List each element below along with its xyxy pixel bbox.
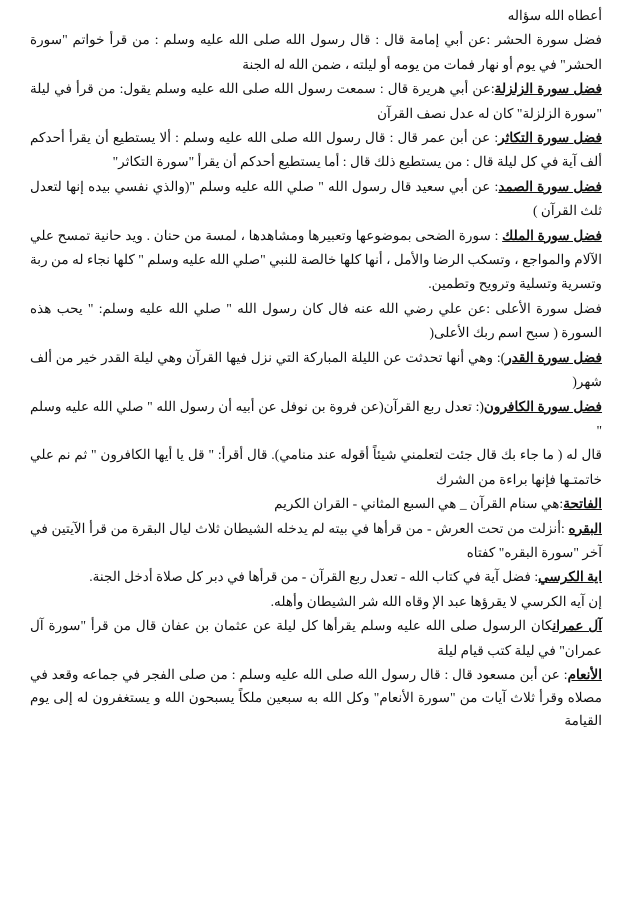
- anam-heading: الأنعام: [567, 666, 602, 682]
- qadr-paragraph: فضل سورة القدر): وهي أنها تحدثت عن الليلة المباركة التي نزل فيها القرآن وهي ليلة القدر خير من ألف شهر(: [30, 349, 602, 390]
- samad-heading: فضل سورة الصمد: [498, 178, 602, 194]
- takathur-paragraph: فضل سورة التكاثر: عن أبن عمر قال : قال رسول الله صلى الله عليه وسلم : ألا يستطيع أن يقرأ أحدكم ألف آية في كل ليلة قال : من يستطيع ذلك قال : أما يستطيع أحدكم أن يقرأ "سورة التكاثر": [30, 130, 602, 170]
- ala-paragraph: فضل سورة الأعلى :عن علي رضي الله عنه فال كان رسول الله " صلي الله عليه وسلم: " يحب هذه السورة ( سبح اسم ربك الأعلى(: [30, 300, 602, 341]
- kursi-continuation: إن آيه الكرسي لا يقرؤها عبد الإ وقاه الله شر الشيطان وأهله.: [270, 593, 602, 609]
- kafirun-paragraph: فضل سورة الكافرون(: تعدل ربع القرآن(عن فروة بن نوفل عن أبيه أن رسول الله " صلي الله عليه وسلم ": [30, 398, 603, 438]
- imran-paragraph: آل عمرانكان الرسول صلى الله عليه وسلم يقرأها كل ليلة عن عثمان بن عفان قال من قرأ "سورة آل عمران" في ليلة كتب قيام ليلة: [30, 618, 602, 658]
- kursi-heading: اية الكرسي: [538, 569, 602, 585]
- intro-line: أعطاه الله سؤاله: [507, 8, 602, 23]
- kafirun-continuation: قال له ( ما جاء بك قال جئت لتعلمني شيئاً أقوله عند منامي). قال أقرأ: " قل يا أيها الكافرون " ثم نم علي خاتمتـها فإنها براءة من الشرك: [30, 447, 602, 487]
- fatiha-heading: الفاتحة: [563, 496, 602, 512]
- fatiha-paragraph: الفاتحة:هي سنام القرآن _ هي السبع المثاني - القران الكريم: [274, 496, 602, 512]
- qadr-heading: فضل سورة القدر: [505, 349, 602, 365]
- baqara-paragraph: البقره :أنزلت من تحت العرش - من قرأها في بيته لم يدخله الشيطان ثلاث ليال البقرة من قرأ الآيتين في آخر "سورة البقره" كفتاه: [30, 520, 602, 560]
- baqara-heading: البقره: [568, 520, 602, 536]
- samad-paragraph: فضل سورة الصمد: عن أبي سعيد قال رسول الله " صلي الله عليه وسلم "(والذي نفسي بيده إنها لتعدل ثلث القرآن ): [30, 178, 602, 219]
- kafirun-heading: فضل سورة الكافرون: [483, 398, 603, 414]
- zalzala-heading: فضل سورة الزلزلة: [494, 81, 602, 97]
- mulk-heading: فضل سورة الملك: [502, 227, 602, 243]
- hashr-paragraph: فضل سورة الحشر :عن أبي إمامة قال : قال رسول الله صلى الله عليه وسلم : من قرأ خواتم "سورة الحشر" في يوم أو نهار فمات من يومه أو ليلته ، ضمن الله له الجنة: [30, 32, 602, 72]
- imran-heading: آل عمران: [552, 618, 602, 634]
- kursi-paragraph: اية الكرسي: فضل آية في كتاب الله - تعدل ربع القرآن - من قرأها في دبر كل صلاة أدخل الجنة.: [89, 569, 602, 585]
- mulk-paragraph: فضل سورة الملك : سورة الضحى بموضوعها وتعبيرها ومشاهدها ، لمسة من حنان . ويد حانية تمسح علي الآلام والمواجع ، وتسكب الرضا والأمل ، أنها كلها خالصة للنبي "صلي الله عليه وسلم " كلها نجاء له من ربة وتسرية وتسلية وترويح وتطمين.: [30, 227, 602, 292]
- zalzala-paragraph: فضل سورة الزلزلة:عن أبي هريرة قال : سمعت رسول الله صلى الله عليه وسلم يقول: من قرأ في ليلة "سورة الزلزلة" كان له عدل نصف القرآن: [30, 81, 602, 121]
- anam-paragraph: الأنعام: عن أبن مسعود قال : قال رسول الله صلى الله عليه وسلم : من صلى الفجر في جماعه وقعد في مصلاه وقرأ ثلاث آيات من "سورة الأنعام" وكل الله به سبعين ملكاً يسبحون الله و يستغفرون له إلى يوم القيامة: [30, 666, 602, 728]
- takathur-heading: فضل سورة التكاثر: [498, 130, 602, 146]
